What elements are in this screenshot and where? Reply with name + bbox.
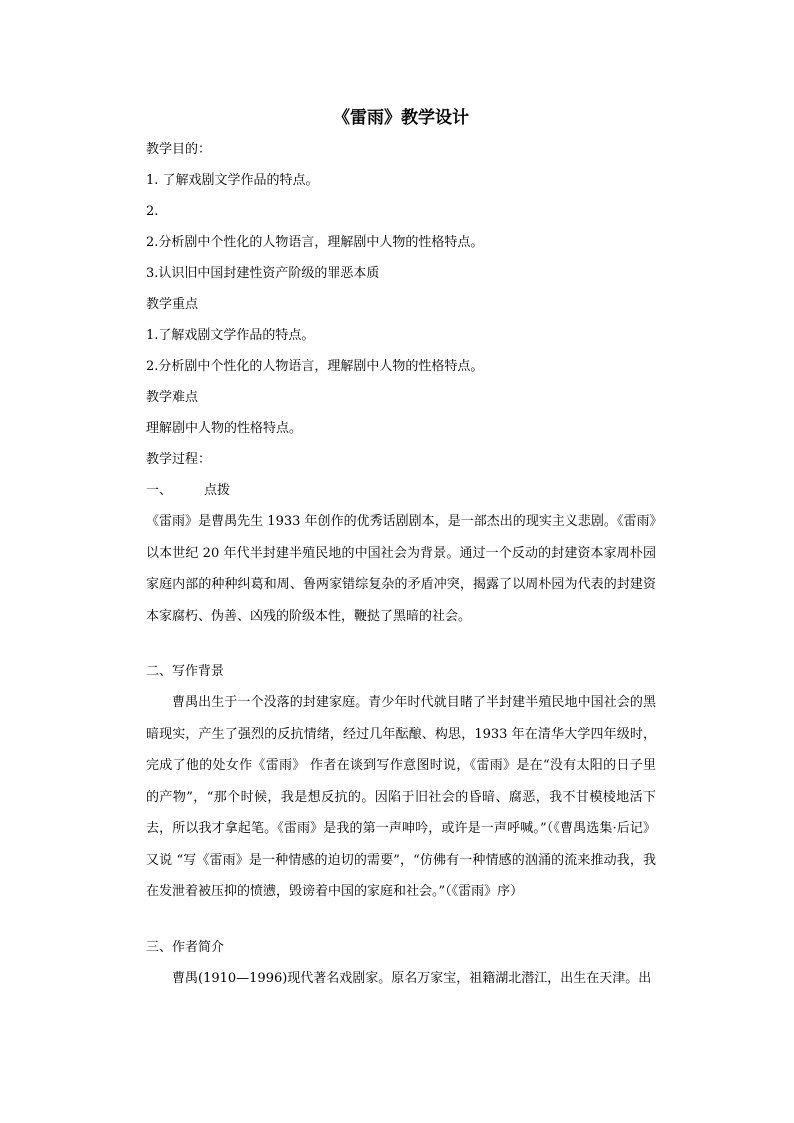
- section3-heading: 三、作者简介: [146, 939, 225, 955]
- aim-item: 2.分析剧中个性化的人物语言，理解剧中人物的性格特点。: [146, 235, 484, 250]
- paragraph-gap: [146, 632, 656, 656]
- section1-title: 点拨: [204, 483, 231, 498]
- section3-body: 曹禺(1910—1996)现代著名戏剧家。原名万家宝，祖籍湖北潜江，出生在天津。出: [172, 970, 652, 986]
- aims-heading: 教学目的：: [146, 142, 212, 157]
- difficulty-text: 理解剧中人物的性格特点。: [146, 421, 303, 436]
- section2-heading: 二、写作背景: [146, 664, 225, 679]
- section1-number: 一、: [146, 483, 173, 498]
- document-title: 《雷雨》教学设计: [333, 108, 469, 128]
- difficulty-heading: 教学难点: [146, 390, 199, 405]
- section1-body: 《雷雨》是曹禺先生 1933 年创作的优秀话剧剧本，是一部杰出的现实主义悲剧。《雷雨》以本世纪 20 年代半封建半殖民地的中国社会为背景。通过一个反动的封建资本家周朴园家庭内部的种种纠葛和周、鲁两家错综复杂的矛盾冲突，揭露了以周朴园为代表的封建资本家腐朽、伪善、凶残的阶级本性，鞭挞了黑暗的社会。: [146, 514, 656, 624]
- process-heading: 教学过程：: [146, 452, 212, 467]
- aim-item: 3.认识旧中国封建性资产阶级的罪恶本质: [146, 266, 380, 281]
- paragraph-gap: [146, 908, 656, 932]
- aim-item: 1. 了解戏剧文学作品的特点。: [146, 173, 319, 188]
- key-point-item: 2.分析剧中个性化的人物语言，理解剧中人物的性格特点。: [146, 359, 484, 374]
- document-body: [146, 106, 656, 994]
- aim-item: 2.: [146, 204, 159, 219]
- key-heading: 教学重点: [146, 297, 199, 312]
- section1-heading: [146, 475, 656, 506]
- section2-body: 曹禺出生于一个没落的封建家庭。青少年时代就目睹了半封建半殖民地中国社会的黑暗现实，产生了强烈的反抗情绪，经过几年酝酿、构思，1933 年在清华大学四年级时，完成了他的处女作《雷雨》 作者在谈到写作意图时说，《雷雨》是在“没有太阳的日子里的产物”，“那个时候，我是想反抗的。因陷于旧社会的昏暗、腐恶，我不甘模棱地活下去，所以我才拿起笔。《雷雨》是我的第一声呻吟，或许是一声呼喊。”（《曹禺选集·后记》又说 “写《雷雨》是一种情感的迫切的需要”，“仿佛有一种情感的汹涌的流来推动我，我在发泄着被压抑的愤懑，毁谤着中国的家庭和社会。”（《雷雨》序）: [146, 695, 656, 899]
- key-point-item: 1.了解戏剧文学作品的特点。: [146, 328, 315, 343]
